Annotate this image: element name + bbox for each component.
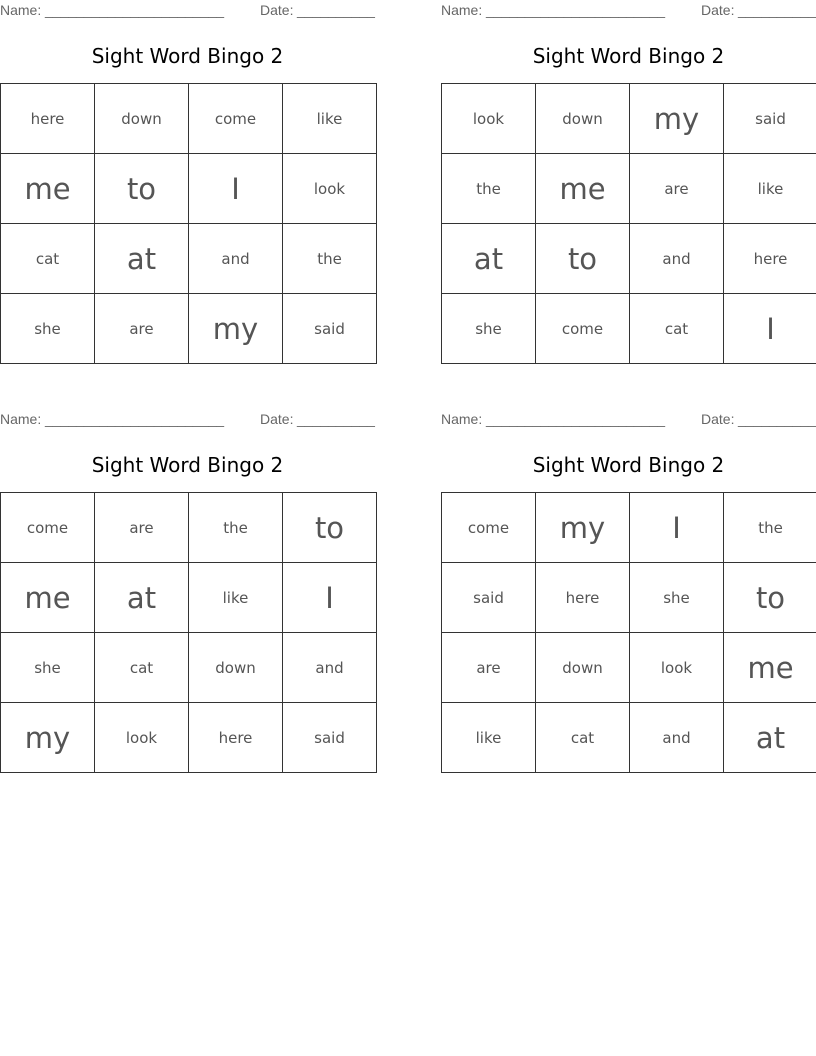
bingo-grid (0, 492, 377, 773)
bingo-grid (441, 492, 816, 773)
grid-cell: my (630, 84, 724, 154)
grid-cell: said (283, 703, 377, 773)
date-label: Date: (260, 2, 294, 18)
grid-cell: cat (95, 633, 189, 703)
bingo-grid (441, 83, 816, 364)
grid-cell: like (189, 563, 283, 633)
name-blank: _______________________ (486, 2, 666, 18)
grid-cell: come (1, 493, 95, 563)
grid-cell: are (95, 493, 189, 563)
grid-row (1, 703, 377, 773)
grid-cell: down (536, 633, 630, 703)
grid-cell: she (442, 294, 536, 364)
date-blank: __________ (297, 2, 375, 18)
grid-cell: are (442, 633, 536, 703)
grid-cell: the (442, 154, 536, 224)
grid-cell: said (283, 294, 377, 364)
grid-cell: my (189, 294, 283, 364)
card-title: Sight Word Bingo 2 (91, 44, 284, 68)
grid-cell: to (283, 493, 377, 563)
grid-cell: and (283, 633, 377, 703)
grid-row (442, 154, 816, 224)
grid-row (442, 84, 816, 154)
grid-cell: like (724, 154, 816, 224)
grid-cell: I (724, 294, 816, 364)
card-title: Sight Word Bingo 2 (532, 453, 725, 477)
date-label: Date: (260, 411, 294, 427)
grid-row (1, 154, 377, 224)
bingo-card (441, 0, 816, 364)
grid-cell: and (189, 224, 283, 294)
name-label: Name: (441, 2, 483, 18)
grid-cell: me (1, 154, 95, 224)
grid-cell: like (442, 703, 536, 773)
grid-row (442, 493, 816, 563)
date-label: Date: (701, 2, 735, 18)
grid-row (1, 294, 377, 364)
card-title: Sight Word Bingo 2 (532, 44, 725, 68)
grid-cell: are (95, 294, 189, 364)
grid-row (1, 633, 377, 703)
date-blank: __________ (738, 411, 816, 427)
grid-cell: me (1, 563, 95, 633)
grid-cell: she (1, 633, 95, 703)
bingo-grid (0, 83, 377, 364)
grid-cell: down (95, 84, 189, 154)
grid-row (1, 563, 377, 633)
grid-cell: like (283, 84, 377, 154)
name-date-header (441, 2, 816, 18)
card-title: Sight Word Bingo 2 (91, 453, 284, 477)
grid-cell: and (630, 224, 724, 294)
grid-row (1, 84, 377, 154)
grid-cell: the (724, 493, 816, 563)
grid-cell: said (724, 84, 816, 154)
grid-row (442, 563, 816, 633)
grid-cell: look (95, 703, 189, 773)
name-date-header (441, 411, 816, 427)
grid-cell: at (724, 703, 816, 773)
name-date-header (0, 411, 375, 427)
name-blank: _______________________ (45, 411, 225, 427)
grid-cell: are (630, 154, 724, 224)
bingo-card (441, 409, 816, 773)
bingo-card (0, 0, 375, 364)
date-label: Date: (701, 411, 735, 427)
grid-row (442, 294, 816, 364)
grid-cell: to (95, 154, 189, 224)
grid-cell: the (189, 493, 283, 563)
grid-cell: my (1, 703, 95, 773)
grid-cell: come (442, 493, 536, 563)
grid-cell: she (1, 294, 95, 364)
grid-cell: to (536, 224, 630, 294)
date-blank: __________ (297, 411, 375, 427)
grid-cell: cat (630, 294, 724, 364)
grid-cell: I (630, 493, 724, 563)
name-blank: _______________________ (45, 2, 225, 18)
grid-cell: I (189, 154, 283, 224)
grid-cell: here (189, 703, 283, 773)
grid-cell: here (1, 84, 95, 154)
grid-row (442, 224, 816, 294)
grid-cell: and (630, 703, 724, 773)
grid-cell: at (95, 224, 189, 294)
grid-cell: to (724, 563, 816, 633)
grid-cell: said (442, 563, 536, 633)
grid-row (1, 493, 377, 563)
grid-cell: down (536, 84, 630, 154)
grid-cell: here (536, 563, 630, 633)
grid-cell: look (283, 154, 377, 224)
date-blank: __________ (738, 2, 816, 18)
grid-cell: me (536, 154, 630, 224)
grid-cell: cat (536, 703, 630, 773)
grid-cell: cat (1, 224, 95, 294)
grid-cell: me (724, 633, 816, 703)
grid-cell: the (283, 224, 377, 294)
grid-row (442, 633, 816, 703)
grid-cell: come (189, 84, 283, 154)
grid-cell: down (189, 633, 283, 703)
grid-row (442, 703, 816, 773)
name-date-header (0, 2, 375, 18)
name-label: Name: (441, 411, 483, 427)
bingo-card (0, 409, 375, 773)
name-blank: _______________________ (486, 411, 666, 427)
name-label: Name: (0, 411, 42, 427)
grid-cell: at (442, 224, 536, 294)
grid-row (1, 224, 377, 294)
grid-cell: come (536, 294, 630, 364)
name-label: Name: (0, 2, 42, 18)
grid-cell: here (724, 224, 816, 294)
grid-cell: I (283, 563, 377, 633)
grid-cell: at (95, 563, 189, 633)
grid-cell: look (630, 633, 724, 703)
grid-cell: she (630, 563, 724, 633)
grid-cell: look (442, 84, 536, 154)
grid-cell: my (536, 493, 630, 563)
